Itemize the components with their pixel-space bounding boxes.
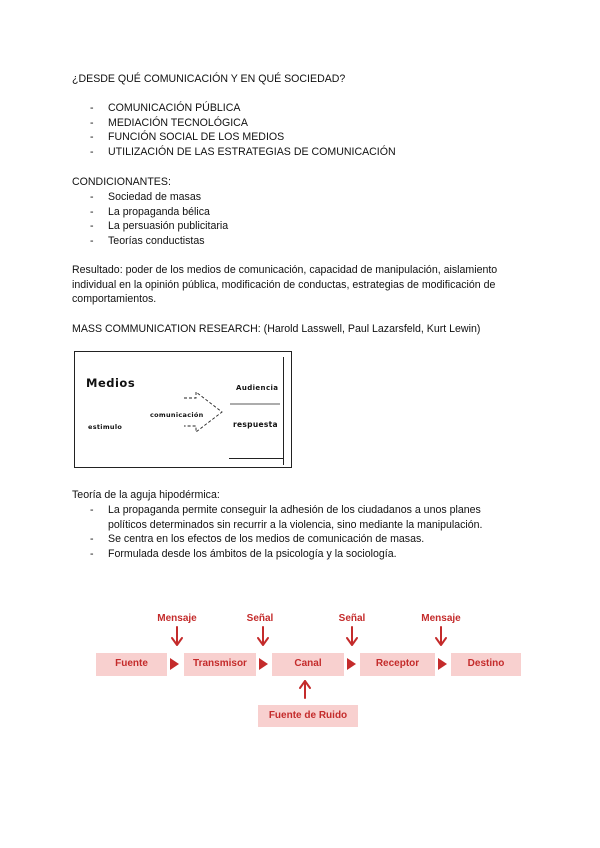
down-arrow-icon <box>347 627 357 645</box>
page-heading: ¿DESDE QUÉ COMUNICACIÓN Y EN QUÉ SOCIEDAD? <box>72 73 346 85</box>
diagram-label-respuesta: respuesta <box>233 420 278 429</box>
down-arrow-icon <box>436 627 446 645</box>
diagram-label-estimulo: estimulo <box>88 423 123 431</box>
list-item: - UTILIZACIÓN DE LAS ESTRATEGIAS DE COMUNICACIÓN <box>72 145 532 160</box>
list-item: - MEDIACIÓN TECNOLÓGICA <box>72 116 532 131</box>
diagram-label-comunicacion: comunicación <box>150 411 204 419</box>
down-arrow-icon <box>258 627 268 645</box>
input-label-mensaje: Mensaje <box>421 613 461 624</box>
list-item: - FUNCIÓN SOCIAL DE LOS MEDIOS <box>72 130 532 145</box>
list-item-line: políticos determinados sin recurrir a la violencia, sino mediante la manipulación. <box>108 518 483 531</box>
list-item: - La propaganda bélica <box>72 205 532 220</box>
conditions-title: CONDICIONANTES: <box>72 176 171 188</box>
list-item-line: - La propaganda permite conseguir la adhesión de los ciudadanos a unos planes <box>108 504 481 516</box>
list-item: - La persuasión publicitaria <box>72 219 532 234</box>
input-label-senal: Señal <box>338 613 366 624</box>
result-line: comportamientos. <box>72 293 157 306</box>
up-arrow-icon <box>300 681 310 698</box>
result-line: individual en la opinión pública, modificación de conductas, estrategias de modificación de <box>72 278 496 291</box>
input-label-mensaje: Mensaje <box>157 613 197 624</box>
list-item: - Se centra en los efectos de los medios de comunicación de masas. <box>72 532 532 547</box>
list-item: - Formulada desde los ámbitos de la psicología y la sociología. <box>72 547 532 562</box>
input-label-senal: Señal <box>246 613 274 624</box>
mass-communication-line: MASS COMMUNICATION RESEARCH: (Harold Lasswell, Paul Lazarsfeld, Kurt Lewin) <box>72 323 481 335</box>
needle-title: Teoría de la aguja hipodérmica: <box>72 489 220 501</box>
node-destino: Destino <box>451 653 521 676</box>
result-line: Resultado: poder de los medios de comunicación, capacidad de manipulación, aislamiento <box>72 264 498 276</box>
node-receptor: Receptor <box>360 653 435 676</box>
node-fuente: Fuente <box>96 653 167 676</box>
right-arrow-icon <box>259 658 268 670</box>
diagram-label-medios: Medios <box>86 376 136 390</box>
list-item: - Teorías conductistas <box>72 234 532 249</box>
down-arrow-icon <box>172 627 182 645</box>
right-arrow-icon <box>347 658 356 670</box>
list-item: - Sociedad de masas <box>72 190 532 205</box>
node-canal: Canal <box>272 653 344 676</box>
node-fuente-de-ruido: Fuente de Ruido <box>258 705 358 727</box>
diagram-label-audiencia: Audiencia <box>236 384 279 392</box>
right-arrow-icon <box>170 658 179 670</box>
node-transmisor: Transmisor <box>184 653 256 676</box>
list-item: - COMUNICACIÓN PÚBLICA <box>72 101 532 116</box>
right-arrow-icon <box>438 658 447 670</box>
